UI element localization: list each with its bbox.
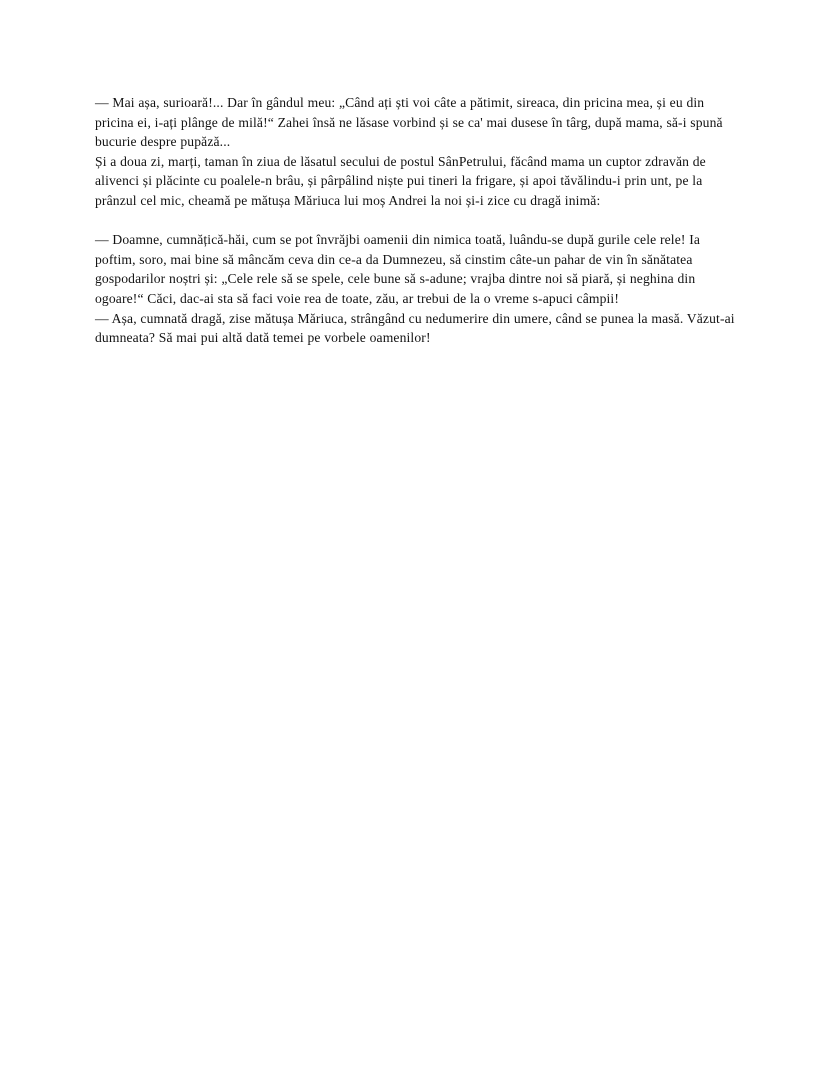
text-column (95, 93, 737, 348)
paragraph-block: — Doamne, cumnățică-hăi, cum se pot învrăjbi oamenii din nimica toată, luându-se după gurile cele rele! Ia poftim, soro, mai bine să mâncăm ceva din ce-a da Dumnezeu, să cinstim câte-un pahar de vin în sănătatea gospodarilor noștri și: „Cele rele să se spele, cele bune să s-adune; vrajba dintre noi să piară, și neghina din ogoare!“ Căci, dac-ai sta să faci voie rea de toate, zău, ar trebui de la o vreme s-apuci câmpii! (95, 232, 701, 306)
paragraph-block: — Mai așa, surioară!... Dar în gândul meu: „Când ați ști voi câte a pătimit, sireaca, din pricina mea, și eu din pricina ei, i-ați plânge de milă!“ Zahei însă ne lăsase vorbind și se ca' mai dusese în târg, după mama, să-i spună bucurie despre pupăză... (95, 95, 723, 150)
paragraph-block: Și a doua zi, marți, taman în ziua de lăsatul secului de postul SânPetrului, făcând mama un cuptor zdravăn de alivenci și plăcinte cu poalele-n brâu, și pârpâlind niște pui tineri la frigare, și apoi tăvălindu-i prin unt, pe la prânzul cel mic, cheamă pe mătușa Măriuca lui moș Andrei la noi și-i zice cu dragă inimă: (95, 153, 706, 208)
paragraph-block: — Așa, cumnată dragă, zise mătușa Măriuca, strângând cu nedumerire din umere, când se punea la masă. Văzut-ai dumneata? Să mai pui altă dată temei pe vorbele oamenilor! (95, 310, 735, 346)
